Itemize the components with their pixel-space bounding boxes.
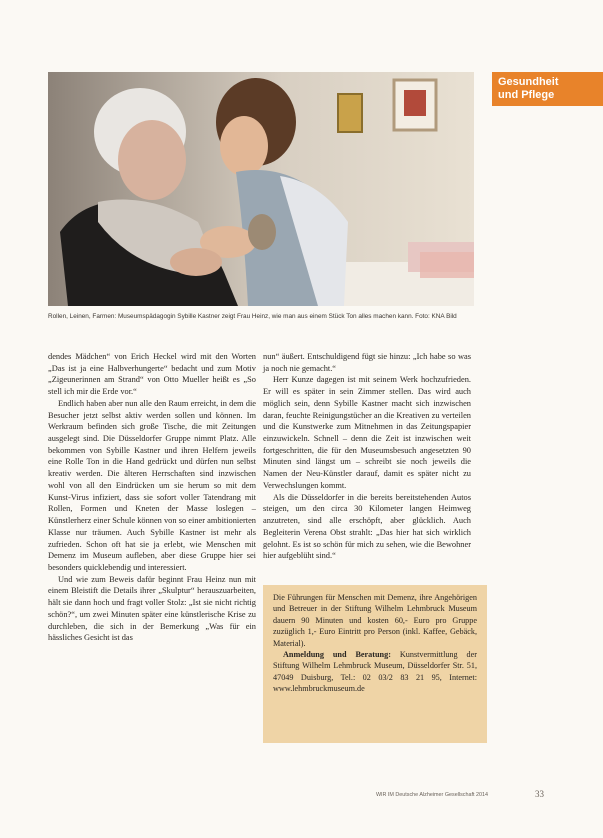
photo-illustration — [48, 72, 474, 306]
info-box-contact — [273, 649, 477, 695]
paragraph: Und wie zum Beweis dafür beginnt Frau Heinz nun mit einem Bleistift die Details ihrer „Skulptur“ herauszuarbeiten, hält sie dann hoch und fragt voller Stolz: „Ist sie nicht richtig schön?“, um zwei Minuten später eine künstlerische Krise zu durchleben, die sich in der Bemerkung „Was für ein hässliches Gesicht ist das — [48, 574, 256, 643]
section-tab — [492, 72, 603, 106]
paragraph: Endlich haben aber nun alle den Raum erreicht, in dem die Besucher jetzt selbst aktiv werden sollen und können. Im Werkraum befinden sich große Tische, die mit Zeitungen ausgelegt sind. Die Düsseldorfer Gruppe nimmt Platz. Alle bekommen von Sybille Kastner und ihren Helfern jeweils eine Rolle Ton in die Hand gedrückt und dürfen nun selbst kreativ werden. Die älteren Herrschaften sind inzwischen wohl von all den Eindrücken um sie herum so mit dem Kunst-Virus infiziert, dass sie sofort voller Tatendrang mit Rollen, Formen und Kneten der Masse loslegen – Künstlerherz einer Schule können von so einer ambitionierten Klasse nur träumen. Auch Sybille Kastner ist mehr als zufrieden. Schon oft hat sie ja erlebt, wie Menschen mit Demenz im Museum aufleben, aber diese Gruppe hier sei besonders quicklebendig und interessiert. — [48, 398, 256, 572]
section-tab-line1: Gesundheit — [498, 76, 559, 88]
info-box-contact-label: Anmeldung und Beratung: — [283, 650, 391, 660]
photo-caption: Rollen, Leinen, Farmen: Museumspädagogin Sybille Kastner zeigt Frau Heinz, wie man aus einem Stück Ton alles machen kann. Foto: KNA Bild — [48, 313, 457, 320]
article-column-left — [48, 351, 256, 644]
section-tab-line2: und Pflege — [498, 89, 555, 101]
paragraph: Herr Kunze dagegen ist mit seinem Werk hochzufrieden. Er will es später in sein Zimmer stellen. Das wird auch möglich sein, denn Sybille Kastner macht sich inzwischen daran, feuchte Reinigungstücher an die Kreativen zu verteilen und die Kunstwerke zum Mitnehmen in das Zeitungspapier einzuwickeln. Schnell – denn die Zeit ist inzwischen weit fortgeschritten, die für den Museumsbesuch angesetzten 90 Minuten sind längst um – schreibt sie noch jeweils die Namen der Neu-Künstler darauf, damit es später nicht zu Verwechslungen kommt. — [263, 375, 471, 490]
info-box-text: Die Führungen für Menschen mit Demenz, ihre Angehörigen und Betreuer in der Stiftung Wilhelm Lehmbruck Museum dauern 90 Minuten und kosten 60,- Euro pro Gruppe zuzüglich 1,- Euro Eintritt pro Person (inkl. Kaffee, Gebäck, Material). — [273, 593, 477, 648]
paragraph: dendes Mädchen“ von Erich Heckel wird mit den Worten „Das ist ja eine Halbverhungerte“ bedacht und zum Motiv „Zigeunerinnen am Strand“ von Otto Mueller heißt es „So stell ich mir die Erde vor.“ — [48, 352, 256, 397]
page-number: 33 — [535, 789, 544, 799]
paragraph: nun“ äußert. Entschuldigend fügt sie hinzu: „Ich habe so was ja noch nie gemacht.“ — [263, 352, 471, 373]
info-box — [263, 585, 487, 743]
article-photo — [48, 72, 474, 306]
page-footer: WIR IM Deutsche Alzheimer Gesellschaft 2014 — [375, 792, 488, 798]
paragraph: Als die Düsseldorfer in die bereits bereitstehenden Autos steigen, um den circa 30 Kilometer langen Heimweg anzutreten, sind alle erschöpft, aber glücklich. Auch Begleiterin Verena Obst strahlt: „Das hier hat sich wirklich gelohnt. Es ist so schön für mich zu sehen, wie die Bewohner hier aufgeblüht sind.“ — [263, 492, 471, 561]
article-column-right — [263, 351, 471, 562]
info-box-contact-text: Kunstvermittlung der Stiftung Wilhelm Lehmbruck Museum, Düsseldorfer Str. 51, 47049 Duisburg, Tel.: 02 03/2 83 21 95, Internet: www.lehmbruckmuseum.de — [273, 650, 477, 694]
